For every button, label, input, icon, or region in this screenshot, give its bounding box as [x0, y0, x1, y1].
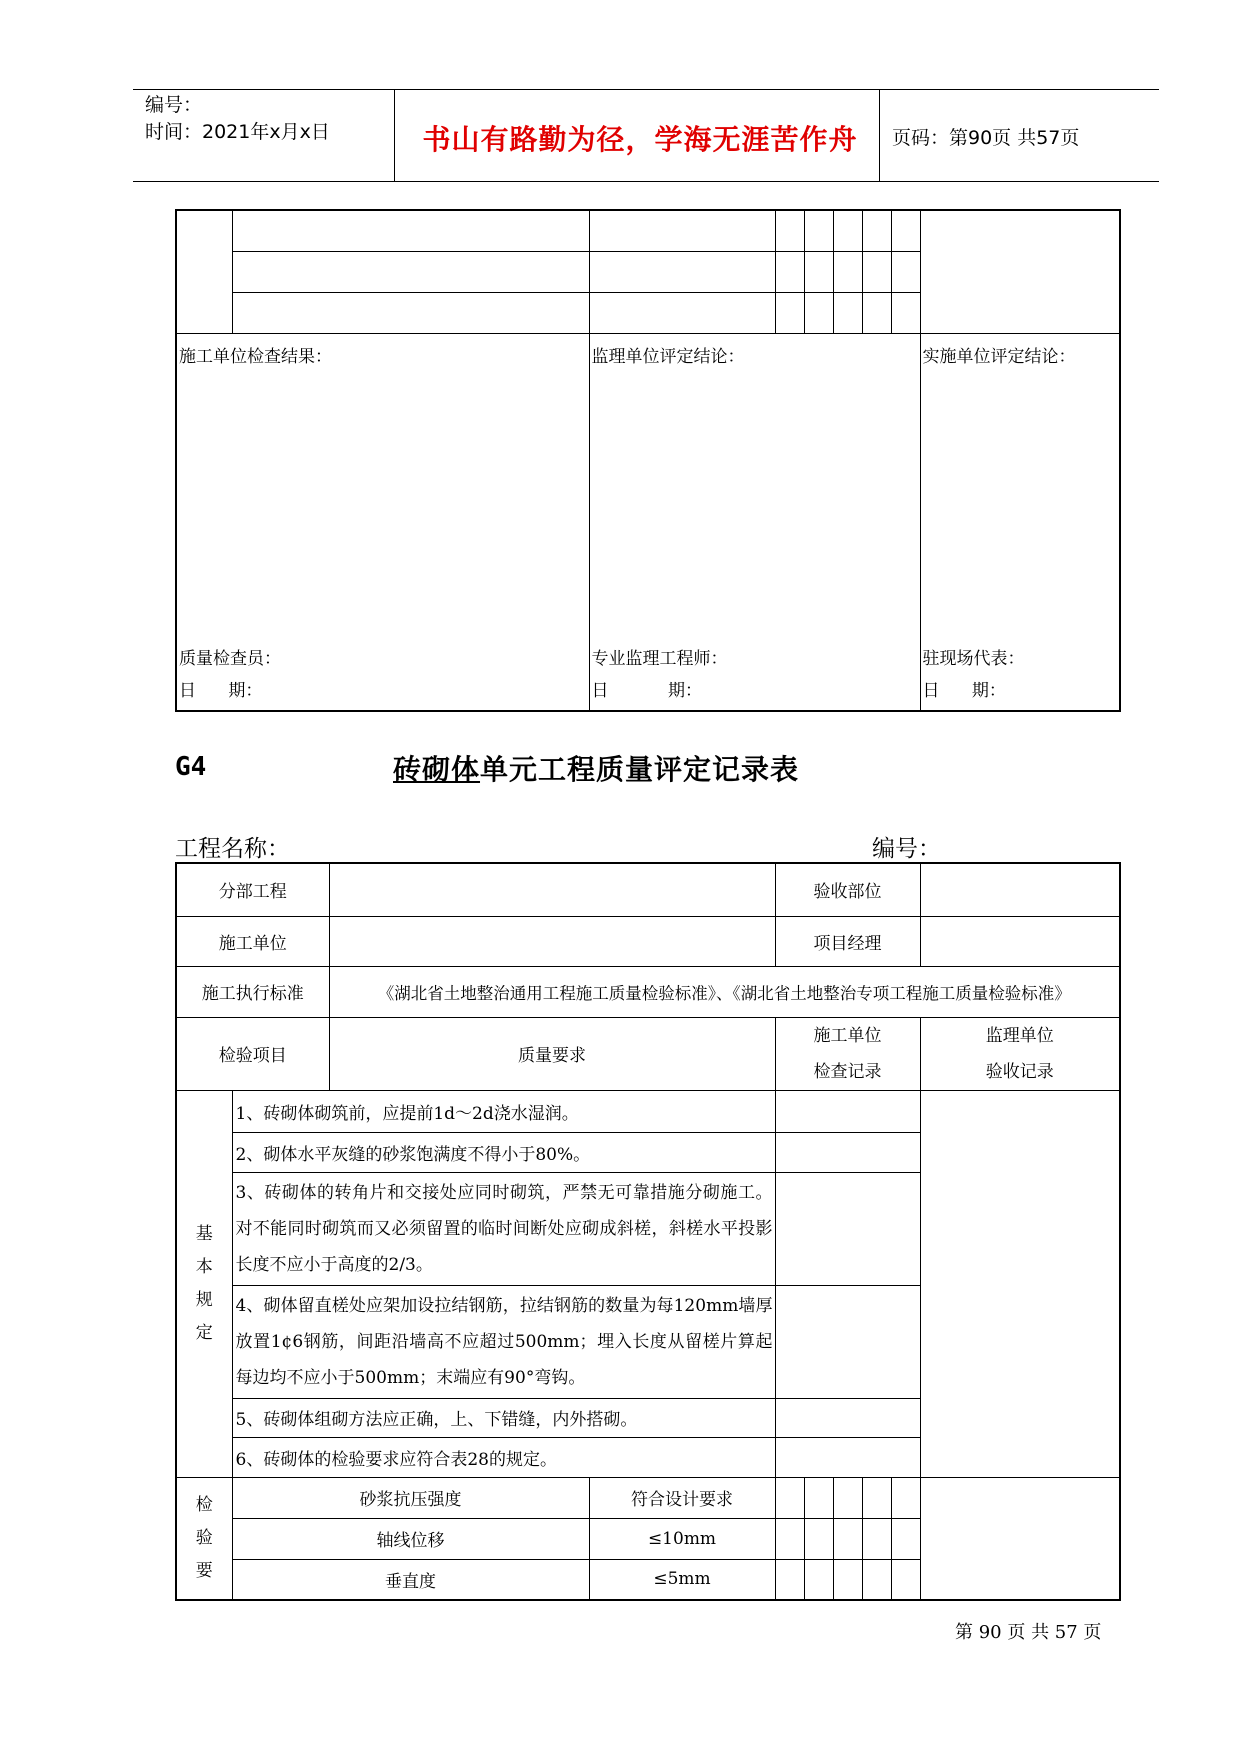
measure-cell[interactable]: [862, 1477, 891, 1518]
rule-record-cell[interactable]: [775, 1132, 920, 1172]
inspection-item-header: 检验项目: [176, 1017, 329, 1090]
blank-cell: [589, 251, 775, 292]
construction-unit-value[interactable]: [329, 916, 775, 966]
date-label: 日 期：: [591, 680, 702, 701]
previous-table-continuation: [175, 209, 1121, 712]
inspection-item: 轴线位移: [232, 1518, 589, 1559]
blank-cell: [920, 210, 1120, 333]
rule-record-cell[interactable]: [775, 1398, 920, 1437]
inspection-item: 垂直度: [232, 1559, 589, 1600]
inspection-requirements-label: [176, 1477, 232, 1600]
blank-cell: [891, 292, 920, 333]
form-title: [393, 748, 799, 788]
measure-cell[interactable]: [833, 1477, 862, 1518]
implementing-conclusion-label: 实施单位评定结论：: [922, 346, 1076, 367]
construction-record-header: [775, 1017, 920, 1090]
form-number-label: 编号：: [872, 836, 941, 862]
measure-cell[interactable]: [804, 1477, 833, 1518]
basic-rule-2: 2、砌体水平灰缝的砂浆饱满度不得小于80%。: [232, 1132, 775, 1172]
header-motto: 书山有路勤为径，学海无涯苦作舟: [422, 123, 858, 156]
basic-rule-5: 5、砖砌体组砌方法应正确，上、下错缝，内外搭砌。: [232, 1398, 775, 1437]
construction-unit-label: 施工单位: [176, 916, 329, 966]
blank-cell: [833, 210, 862, 251]
supervisor-engineer-label: 专业监理工程师：: [591, 648, 728, 669]
inspection-label-char: 要: [195, 1560, 213, 1581]
date-label: 日 期：: [922, 680, 1006, 701]
inspection-label-char: 检: [195, 1494, 213, 1515]
supervision-conclusion-label: 监理单位评定结论：: [591, 346, 745, 367]
quality-evaluation-table: [175, 862, 1121, 1601]
blank-cell: [775, 210, 804, 251]
blank-cell: [232, 251, 589, 292]
basic-rules-char: 定: [195, 1322, 213, 1343]
acceptance-part-label: 验收部位: [775, 863, 920, 916]
quality-inspector-label: 质量检查员：: [179, 648, 281, 669]
project-manager-label: 项目经理: [775, 916, 920, 966]
blank-cell: [232, 292, 589, 333]
quality-requirement-header: 质量要求: [329, 1017, 775, 1090]
measure-cell[interactable]: [891, 1518, 920, 1559]
measure-cell[interactable]: [775, 1518, 804, 1559]
measure-cell[interactable]: [891, 1559, 920, 1600]
basic-rules-supervision-record[interactable]: [920, 1090, 1120, 1477]
blank-cell: [891, 210, 920, 251]
inspection-requirement: ≤10mm: [589, 1518, 775, 1559]
header-code-label: 编号：: [145, 94, 203, 116]
project-name-label: 工程名称：: [175, 836, 290, 862]
supervision-conclusion-cell: [589, 333, 920, 711]
blank-cell: [176, 210, 232, 333]
form-code: G4: [175, 752, 207, 782]
construction-record-header-line1: 施工单位: [813, 1025, 882, 1046]
blank-cell: [804, 292, 833, 333]
measure-cell[interactable]: [775, 1477, 804, 1518]
measure-cell[interactable]: [804, 1559, 833, 1600]
measure-cell[interactable]: [891, 1477, 920, 1518]
rule-record-cell[interactable]: [775, 1437, 920, 1477]
project-manager-value[interactable]: [920, 916, 1120, 966]
header-top-rule: [133, 89, 1159, 90]
basic-rules-char: 本: [195, 1256, 213, 1277]
measure-cell[interactable]: [833, 1518, 862, 1559]
standard-value: 《湖北省土地整治通用工程施工质量检验标准》、《湖北省土地整治专项工程施工质量检验标准》: [329, 966, 1120, 1017]
basic-rule-1: 1、砖砌体砌筑前，应提前1d～2d浇水湿润。: [232, 1090, 775, 1132]
construction-result-label: 施工单位检查结果：: [179, 346, 332, 367]
inspection-label-char: 验: [195, 1527, 213, 1548]
header-bottom-rule: [133, 181, 1159, 182]
blank-cell: [862, 210, 891, 251]
header-left: [145, 92, 330, 146]
acceptance-part-value[interactable]: [920, 863, 1120, 916]
blank-cell: [589, 210, 775, 251]
blank-cell: [862, 292, 891, 333]
blank-cell: [804, 251, 833, 292]
inspection-item: 砂浆抗压强度: [232, 1477, 589, 1518]
blank-cell: [775, 292, 804, 333]
construction-result-cell: [176, 333, 589, 711]
basic-rule-6: 6、砖砌体的检验要求应符合表28的规定。: [232, 1437, 775, 1477]
footer-page-number: 第 90 页 共 57 页: [955, 1622, 1102, 1643]
sub-project-value[interactable]: [329, 863, 775, 916]
header-time: 时间：2021年x月x日: [145, 121, 330, 143]
basic-rules-char: 规: [195, 1289, 213, 1310]
measure-cell[interactable]: [862, 1518, 891, 1559]
form-title-rest: 单元工程质量评定记录表: [480, 753, 800, 786]
implementing-conclusion-cell: [920, 333, 1120, 711]
blank-cell: [862, 251, 891, 292]
basic-rule-3: 3、砖砌体的转角片和交接处应同时砌筑，严禁无可靠措施分砌施工。对不能同时砌筑而又必须留置的临时间断处应砌成斜槎，斜槎水平投影长度不应小于高度的2/3。: [232, 1172, 775, 1285]
blank-cell: [833, 251, 862, 292]
construction-record-header-line2: 检查记录: [813, 1061, 882, 1082]
rule-record-cell[interactable]: [775, 1090, 920, 1132]
inspection-supervision-record[interactable]: [920, 1477, 1120, 1600]
sub-project-label: 分部工程: [176, 863, 329, 916]
rule-record-cell[interactable]: [775, 1172, 920, 1285]
supervision-record-header-line1: 监理单位: [985, 1025, 1054, 1046]
blank-cell: [833, 292, 862, 333]
blank-cell: [232, 210, 589, 251]
basic-rules-char: 基: [195, 1223, 213, 1244]
site-representative-label: 驻现场代表：: [922, 648, 1025, 669]
header-page-number: 页码：第90页 共57页: [892, 127, 1080, 149]
supervision-record-header: [920, 1017, 1120, 1090]
date-label: 日 期：: [179, 680, 263, 701]
basic-rules-label: [176, 1090, 232, 1477]
measure-cell[interactable]: [804, 1518, 833, 1559]
blank-cell: [804, 210, 833, 251]
inspection-requirement: ≤5mm: [589, 1559, 775, 1600]
measure-cell[interactable]: [862, 1559, 891, 1600]
supervision-record-header-line2: 验收记录: [985, 1061, 1054, 1082]
standard-label: 施工执行标准: [176, 966, 329, 1017]
basic-rule-4: 4、砌体留直槎处应架加设拉结钢筋，拉结钢筋的数量为每120mm墙厚放置1¢6钢筋，间距沿墙高不应超过500mm；埋入长度从留槎片算起每边均不应小于500mm；末端应有90°弯钩。: [232, 1285, 775, 1398]
rule-record-cell[interactable]: [775, 1285, 920, 1398]
blank-cell: [891, 251, 920, 292]
form-title-underlined: 砖砌体: [393, 753, 481, 786]
measure-cell[interactable]: [833, 1559, 862, 1600]
measure-cell[interactable]: [775, 1559, 804, 1600]
blank-cell: [589, 292, 775, 333]
inspection-requirement: 符合设计要求: [589, 1477, 775, 1518]
blank-cell: [775, 251, 804, 292]
